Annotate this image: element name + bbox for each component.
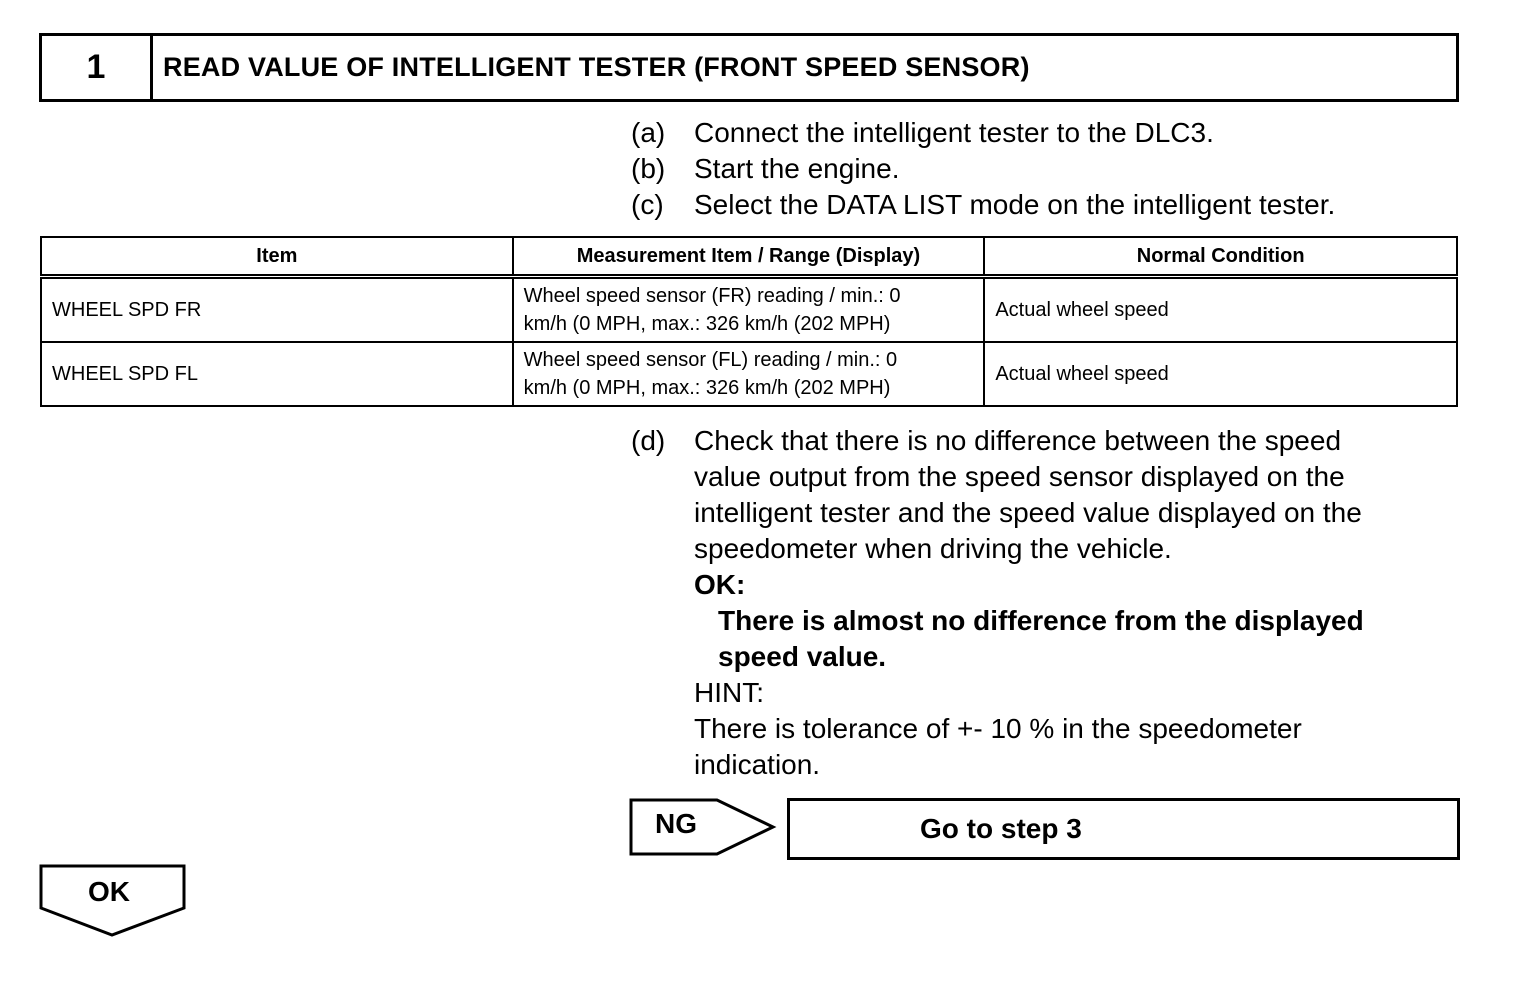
data-list-table: [40, 236, 1458, 407]
ng-arrow-icon: [629, 798, 779, 856]
instruction-label: (a): [631, 117, 666, 148]
cell-normal: Actual wheel speed: [984, 342, 1457, 406]
go-to-step-text: Go to step 3: [920, 813, 1082, 844]
step-number: 1: [42, 36, 153, 99]
check-line: Check that there is no difference between the speed: [694, 425, 1342, 456]
instruction-label: (c): [631, 189, 664, 220]
ok-criteria-label: OK:: [694, 569, 746, 600]
ok-label: OK: [88, 876, 130, 907]
cell-item: WHEEL SPD FR: [41, 277, 513, 343]
cell-range: [513, 342, 985, 406]
ng-label: NG: [655, 808, 697, 839]
instruction-text: Connect the intelligent tester to the DLC3.: [694, 117, 1214, 148]
check-body: [694, 423, 1474, 783]
instruction-label: (d): [631, 425, 666, 456]
cell-normal: Actual wheel speed: [984, 277, 1457, 343]
hint-label: HINT:: [694, 677, 764, 708]
header-normal-condition: Normal Condition: [984, 237, 1457, 277]
step-header: [39, 33, 1459, 102]
instruction-text: Start the engine.: [694, 153, 900, 184]
step-title: READ VALUE OF INTELLIGENT TESTER (FRONT SPEED SENSOR): [163, 52, 1030, 82]
hint-line: indication.: [694, 749, 821, 780]
table-row: [41, 342, 1457, 406]
range-line: km/h (0 MPH, max.: 326 km/h (202 MPH): [523, 377, 891, 399]
instruction-text: Select the DATA LIST mode on the intelligent tester.: [694, 189, 1336, 220]
go-to-step-box: [787, 798, 1460, 860]
instruction-label: (b): [631, 153, 666, 184]
range-line: km/h (0 MPH, max.: 326 km/h (202 MPH): [523, 313, 891, 335]
check-line: intelligent tester and the speed value displayed on the: [694, 497, 1362, 528]
header-item: Item: [41, 237, 513, 277]
cell-item: WHEEL SPD FL: [41, 342, 513, 406]
check-line: speedometer when driving the vehicle.: [694, 533, 1172, 564]
range-line: Wheel speed sensor (FL) reading / min.: 0: [523, 349, 898, 371]
range-line: Wheel speed sensor (FR) reading / min.: 0: [523, 285, 901, 307]
table-row: [41, 277, 1457, 343]
ok-criteria-line: speed value.: [718, 641, 887, 672]
cell-range: [513, 277, 985, 343]
table-header-row: [41, 237, 1457, 277]
check-line: value output from the speed sensor displayed on the: [694, 461, 1345, 492]
header-measurement: Measurement Item / Range (Display): [513, 237, 985, 277]
ok-criteria-line: There is almost no difference from the displayed: [718, 605, 1364, 636]
hint-line: There is tolerance of +- 10 % in the speedometer: [694, 713, 1302, 744]
